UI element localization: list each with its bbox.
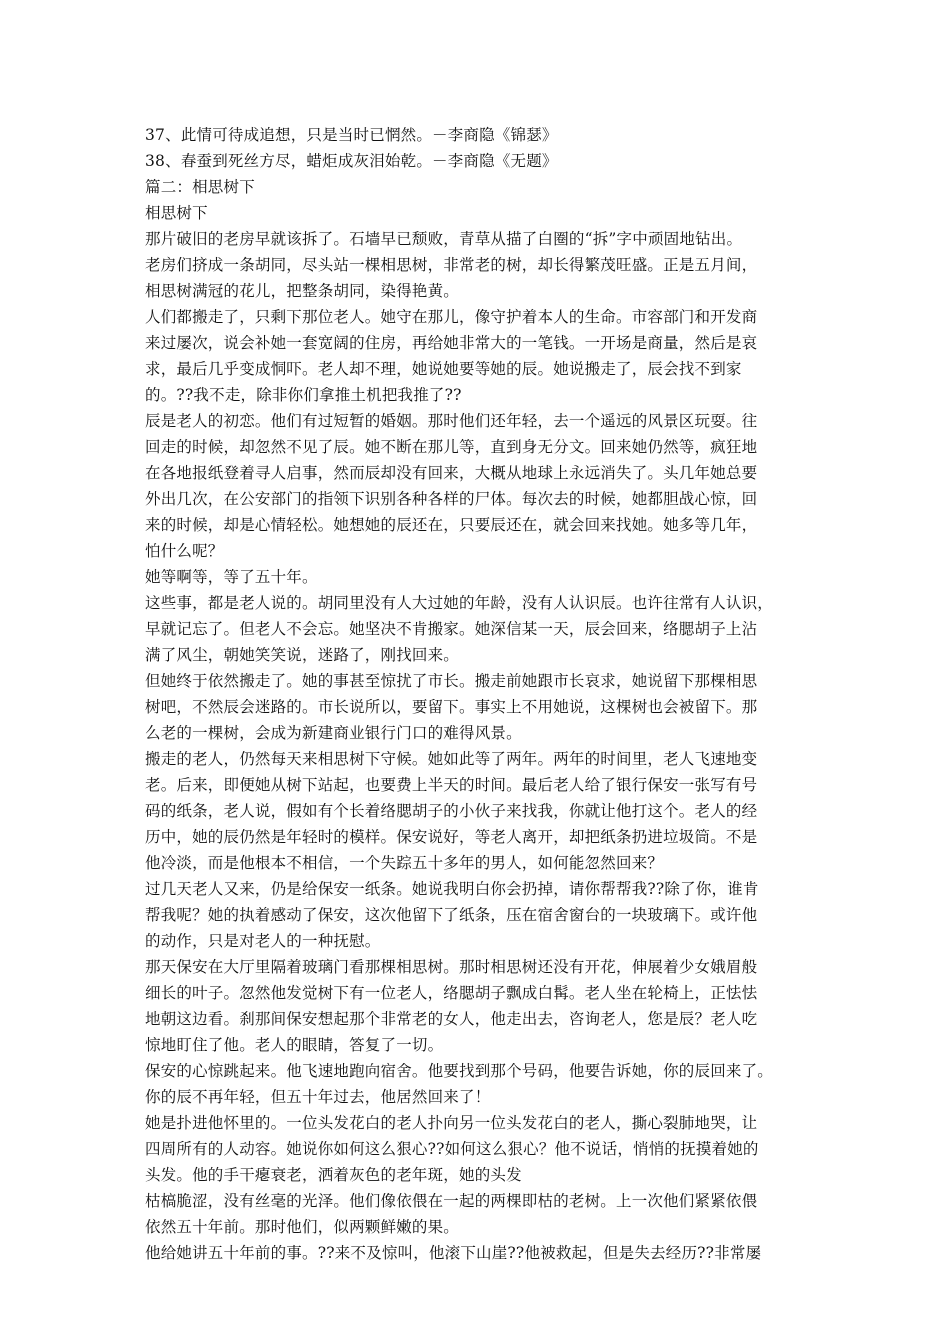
text-line: 怕什么呢？	[145, 542, 224, 560]
text-line: 的。??我不走，除非你们拿推土机把我推了??	[145, 386, 462, 404]
text-line: 枯槁脆涩，没有丝毫的光泽。他们像依偎在一起的两棵即枯的老树。上一次他们紧紧依偎	[145, 1192, 758, 1210]
text-line: 来过屡次，说会补她一套宽阔的住房，再给她非常大的一笔钱。一开场是商量，然后是哀	[145, 334, 758, 352]
text-line: 头发。他的手干瘪衰老，洒着灰色的老年斑，她的头发	[145, 1166, 522, 1184]
text-line: 么老的一棵树，会成为新建商业银行门口的难得风景。	[145, 724, 522, 742]
text-line: 辰是老人的初恋。他们有过短暂的婚姻。那时他们还年轻，去一个遥远的风景区玩耍。往	[145, 412, 758, 430]
text-line: 保安的心惊跳起来。他飞速地跑向宿舍。他要找到那个号码，他要告诉她，你的辰回来了。	[145, 1062, 774, 1080]
text-line: 他给她讲五十年前的事。??来不及惊叫，他滚下山崖??他被救起，但是失去经历??非常屡	[145, 1244, 762, 1262]
text-line: 老。后来，即便她从树下站起，也要费上半天的时间。最后老人给了银行保安一张写有号	[145, 776, 758, 794]
text-line: 满了风尘，朝她笑笑说，迷路了，刚找回来。	[145, 646, 460, 664]
text-line: 她是扑进他怀里的。一位头发花白的老人扑向另一位头发花白的老人，撕心裂肺地哭，让	[145, 1114, 758, 1132]
text-line: 38、春蚕到死丝方尽，蜡炬成灰泪始乾。－李商隐《无题》	[145, 152, 558, 170]
text-line: 他冷淡，而是他根本不相信，一个失踪五十多年的男人，如何能忽然回来？	[145, 854, 664, 872]
text-line: 这些事，都是老人说的。胡同里没有人大过她的年龄，没有人认识辰。也许往常有人认识，	[145, 594, 774, 612]
text-line: 外出几次，在公安部门的指领下识别各种各样的尸体。每次去的时候，她都胆战心惊，回	[145, 490, 758, 508]
text-line: 四周所有的人动容。她说你如何这么狠心??如何这么狠心？他不说话，悄悄的抚摸着她的	[145, 1140, 759, 1158]
text-line: 树吧，不然辰会迷路的。市长说所以，要留下。事实上不用她说，这棵树也会被留下。那	[145, 698, 758, 716]
text-line: 篇二：相思树下	[145, 178, 255, 196]
text-line: 人们都搬走了，只剩下那位老人。她守在那儿，像守护着本人的生命。市容部门和开发商	[145, 308, 758, 326]
text-line: 来的时候，却是心情轻松。她想她的辰还在，只要辰还在，就会回来找她。她多等几年，	[145, 516, 758, 534]
text-line: 37、此情可待成追想，只是当时已惘然。－李商隐《锦瑟》	[145, 126, 558, 144]
text-line: 求，最后几乎变成恫吓。老人却不理，她说她要等她的辰。她说搬走了，辰会找不到家	[145, 360, 742, 378]
text-line: 过几天老人又来，仍是给保安一纸条。她说我明白你会扔掉，请你帮帮我??除了你，谁肯	[145, 880, 759, 898]
text-line: 搬走的老人，仍然每天来相思树下守候。她如此等了两年。两年的时间里，老人飞速地变	[145, 750, 758, 768]
document-page	[145, 122, 825, 1266]
text-line: 老房们挤成一条胡同，尽头站一棵相思树，非常老的树，却长得繁茂旺盛。正是五月间，	[145, 256, 758, 274]
text-line: 码的纸条，老人说，假如有个长着络腮胡子的小伙子来找我，你就让他打这个。老人的经	[145, 802, 758, 820]
text-line: 回走的时候，却忽然不见了辰。她不断在那儿等，直到身无分文。回来她仍然等，疯狂地	[145, 438, 758, 456]
text-line: 地朝这边看。刹那间保安想起那个非常老的女人，他走出去，咨询老人，您是辰？老人吃	[145, 1010, 758, 1028]
text-line: 相思树满冠的花儿，把整条胡同，染得艳黄。	[145, 282, 460, 300]
text-line: 她等啊等，等了五十年。	[145, 568, 318, 586]
text-line: 在各地报纸登着寻人启事，然而辰却没有回来，大概从地球上永远消失了。头几年她总要	[145, 464, 758, 482]
text-line: 那天保安在大厅里隔着玻璃门看那棵相思树。那时相思树还没有开花，伸展着少女娥眉般	[145, 958, 758, 976]
text-line: 但她终于依然搬走了。她的事甚至惊扰了市长。搬走前她跟市长哀求，她说留下那棵相思	[145, 672, 758, 690]
text-line: 那片破旧的老房早就该拆了。石墙早已颓败，青草从描了白圈的“拆”字中顽固地钻出。	[145, 230, 743, 248]
text-line: 你的辰不再年轻，但五十年过去，他居然回来了！	[145, 1088, 491, 1106]
text-line: 的动作，只是对老人的一种抚慰。	[145, 932, 381, 950]
text-line: 相思树下	[145, 204, 208, 222]
text-line: 早就记忘了。但老人不会忘。她坚决不肯搬家。她深信某一天，辰会回来，络腮胡子上沾	[145, 620, 758, 638]
text-line: 历中，她的辰仍然是年轻时的模样。保安说好，等老人离开，却把纸条扔进垃圾筒。不是	[145, 828, 758, 846]
text-line: 帮我呢？她的执着感动了保安，这次他留下了纸条，压在宿舍窗台的一块玻璃下。或许他	[145, 906, 758, 924]
text-line: 依然五十年前。那时他们，似两颗鲜嫩的果。	[145, 1218, 460, 1236]
text-line: 惊地盯住了他。老人的眼睛，答复了一切。	[145, 1036, 444, 1054]
text-line: 细长的叶子。忽然他发觉树下有一位老人，络腮胡子飘成白髯。老人坐在轮椅上，正怯怯	[145, 984, 758, 1002]
